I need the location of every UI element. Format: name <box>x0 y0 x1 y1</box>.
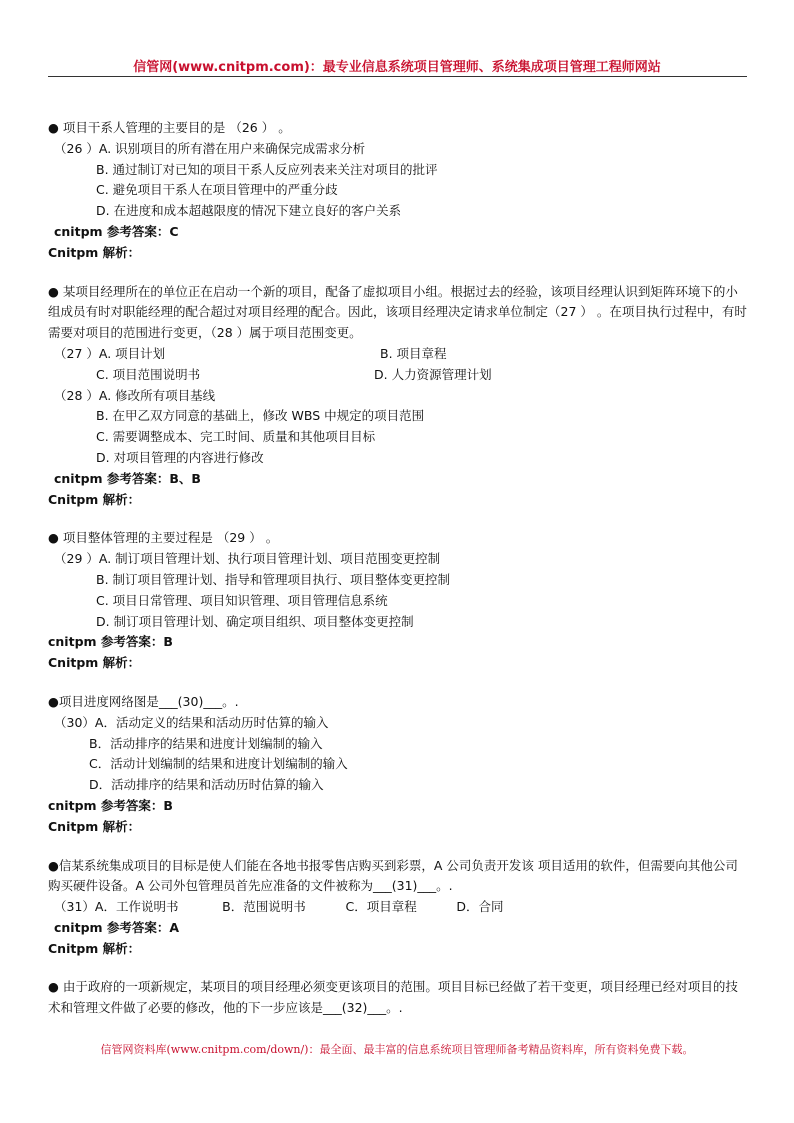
question-27-options-row-1 <box>48 344 748 365</box>
question-30-answer: cnitpm 参考答案：B <box>48 797 173 813</box>
question-26-option-d: D. 在进度和成本超越限度的情况下建立良好的客户关系 <box>96 203 402 219</box>
question-31-analysis: Cnitpm 解析： <box>48 940 141 956</box>
question-30-option-a: （30）A．活动定义的结果和活动历时估算的输入 <box>54 714 329 730</box>
question-27-stem: ● 某项目经理所在的单位正在启动一个新的项目，配备了虚拟项目小组。根据过去的经验，该项目经理认识到矩阵环境下的小组成员有时对职能经理的配合超过对项目经理的配合。因此，该项目经理决定请求单位制定（27 ） 。在项目执行过程中，有时需要对项目的范围进行变更，（28 ）属于项目范围变更。 <box>48 283 747 341</box>
question-29-option-d: D. 制订项目管理计划、确定项目组织、项目整体变更控制 <box>96 613 414 629</box>
question-27-option-a: （27 ）A. 项目计划 <box>54 345 166 361</box>
question-29-option-b: B. 制订项目管理计划、指导和管理项目执行、项目整体变更控制 <box>96 571 451 587</box>
question-27-option-c: C. 项目范围说明书 <box>96 366 201 382</box>
question-29-option-a: （29 ）A. 制订项目管理计划、执行项目管理计划、项目范围变更控制 <box>54 551 441 567</box>
question-26-option-c: C. 避免项目干系人在项目管理中的严重分歧 <box>96 182 338 198</box>
header-divider <box>48 76 747 77</box>
question-29-stem: ● 项目整体管理的主要过程是 （29 ） 。 <box>48 530 279 546</box>
question-30-stem: ●项目进度网络图是___(30)___。. <box>48 693 239 709</box>
question-30-option-d: D．活动排序的结果和活动历时估算的输入 <box>89 777 324 793</box>
question-30-option-b: B．活动排序的结果和进度计划编制的输入 <box>89 735 323 751</box>
question-26-analysis: Cnitpm 解析： <box>48 244 141 260</box>
question-27-option-b: B. 项目章程 <box>380 345 447 361</box>
question-31-options: （31）A．工作说明书 B．范围说明书 C．项目章程 D．合同 <box>54 899 504 915</box>
question-27-analysis: Cnitpm 解析： <box>48 491 141 507</box>
question-28-option-c: C. 需要调整成本、完工时间、质量和其他项目目标 <box>96 429 376 445</box>
question-29-analysis: Cnitpm 解析： <box>48 655 141 671</box>
question-27-option-d: D. 人力资源管理计划 <box>374 366 492 382</box>
question-28-option-a: （28 ）A. 修改所有项目基线 <box>54 387 216 403</box>
question-26-answer: cnitpm 参考答案：C <box>54 223 179 239</box>
question-26-stem: ● 项目干系人管理的主要目的是 （26 ） 。 <box>48 120 291 135</box>
question-26-option-b: B. 通过制订对已知的项目干系人反应列表来关注对项目的批评 <box>96 161 438 177</box>
question-28-option-d: D. 对项目管理的内容进行修改 <box>96 449 264 465</box>
question-29-option-c: C. 项目日常管理、项目知识管理、项目管理信息系统 <box>96 592 388 608</box>
question-32-stem: ● 由于政府的一项新规定，某项目的项目经理必须变更该项目的范围。项目目标已经做了若干变更，项目经理已经对项目的技术和管理文件做了必要的修改，他的下一步应该是___(32)___。. <box>48 979 738 1016</box>
question-28-option-b: B. 在甲乙双方同意的基础上，修改 WBS 中规定的项目范围 <box>96 408 425 424</box>
page-footer: 信管网资料库(www.cnitpm.com/down/)：最全面、最丰富的信息系统项目管理师备考精品资料库，所有资料免费下载。 <box>100 1043 694 1056</box>
question-29-answer: cnitpm 参考答案：B <box>48 634 173 650</box>
question-26-option-a: （26 ）A. 识别项目的所有潜在用户来确保完成需求分析 <box>54 140 366 156</box>
page-header: 信管网(www.cnitpm.com)：最专业信息系统项目管理师、系统集成项目管理工程师网站 <box>133 60 661 75</box>
question-30-analysis: Cnitpm 解析： <box>48 818 141 834</box>
question-31-answer: cnitpm 参考答案：A <box>54 919 180 935</box>
question-31-stem: ●信某系统集成项目的目标是使人们能在各地书报零售店购买到彩票，A 公司负责开发该 项目适用的软件，但需要向其他公司购买硬件设备。A 公司外包管理员首先应准备的文件被称为___(31)___。. <box>48 857 738 894</box>
document-body <box>48 118 748 1019</box>
question-27-options-row-2 <box>48 365 748 386</box>
question-27-answer: cnitpm 参考答案：B、B <box>54 470 201 486</box>
question-30-option-c: C．活动计划编制的结果和进度计划编制的输入 <box>89 756 348 772</box>
